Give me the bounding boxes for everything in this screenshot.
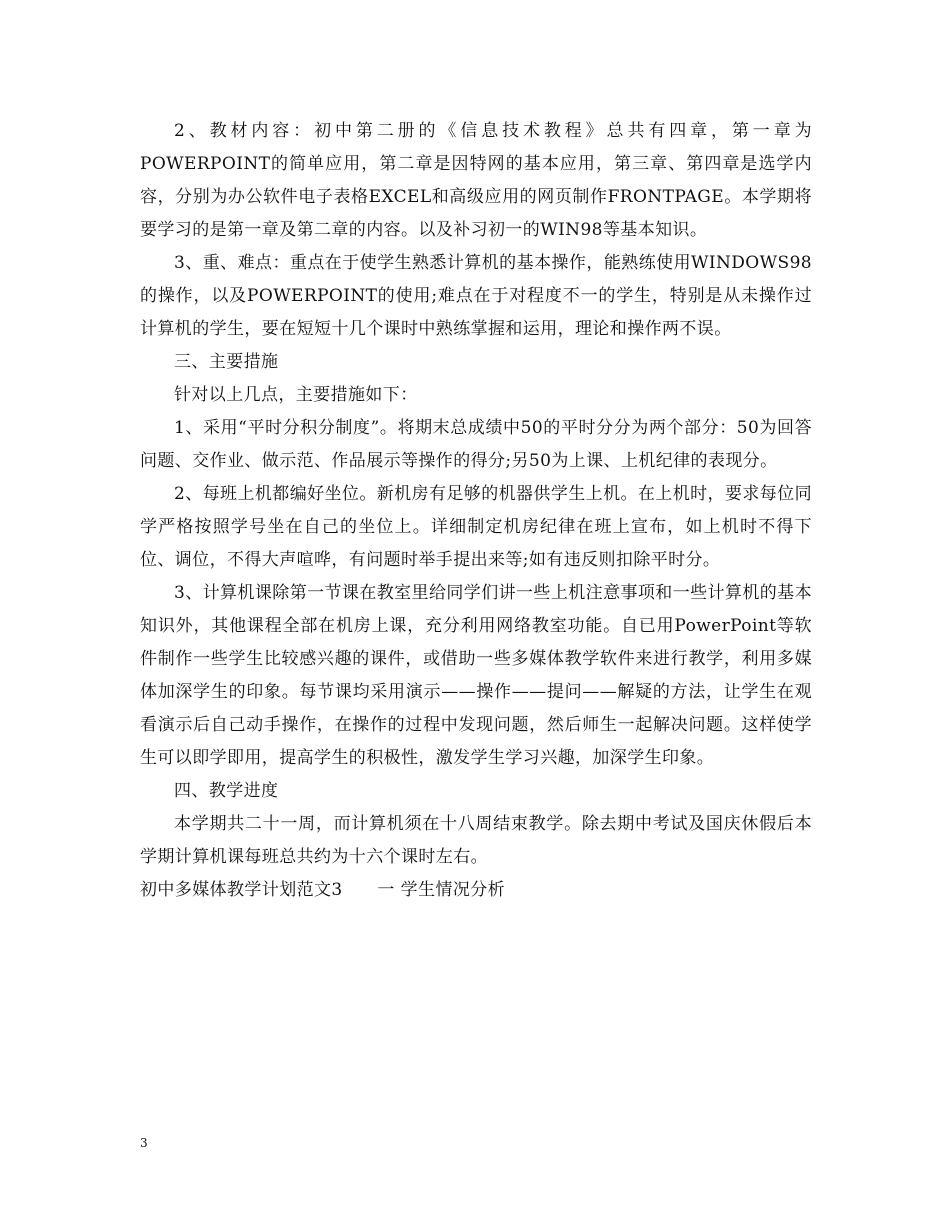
paragraph-measures-intro: 针对以上几点，主要措施如下： (174, 385, 418, 405)
paragraph-textbook-content: 2、教材内容：初中第二册的《信息技术教程》总共有四章，第一章为POWERPOINT的简单应用，第二章是因特网的基本应用，第三章、第四章是选学内容，分别为办公软件电子表格EXCEL和高级应用的网页制作FRONTPAGE。本学期将要学习的是第一章及第二章的内容。以及补习初一的WIN98等基本知识。 (140, 121, 812, 240)
paragraph-teaching-progress: 本学期共二十一周，而计算机须在十八周结束教学。除去期中考试及国庆休假后本学期计算机课每班总共约为十六个课时左右。 (140, 814, 812, 867)
section-title-line: 初中多媒体教学计划范文3 一 学生情况分析 (140, 880, 506, 900)
heading-teaching-progress: 四、教学进度 (174, 781, 279, 801)
heading-main-measures: 三、主要措施 (174, 352, 279, 372)
paragraph-measure-1: 1、采用“平时分积分制度”。将期末总成绩中50的平时分分为两个部分：50为回答问题、交作业、做示范、作品展示等操作的得分;另50为上课、上机纪律的表现分。 (140, 418, 812, 471)
paragraph-key-difficulties: 3、重、难点：重点在于使学生熟悉计算机的基本操作，能熟练使用WINDOWS98的操作，以及POWERPOINT的使用;难点在于对程度不一的学生，特别是从未操作过计算机的学生，要在短短十几个课时中熟练掌握和运用，理论和操作两不误。 (140, 253, 812, 339)
paragraph-measure-2: 2、每班上机都编好坐位。新机房有足够的机器供学生上机。在上机时，要求每位同学严格按照学号坐在自己的坐位上。详细制定机房纪律在班上宣布，如上机时不得下位、调位，不得大声喧哗，有问题时举手提出来等;如有违反则扣除平时分。 (140, 484, 812, 570)
page-number: 3 (140, 1136, 148, 1150)
document-body (140, 115, 812, 907)
paragraph-measure-3: 3、计算机课除第一节课在教室里给同学们讲一些上机注意事项和一些计算机的基本知识外，其他课程全部在机房上课，充分利用网络教室功能。自已用PowerPoint等软件制作一些学生比较感兴趣的课件，或借助一些多媒体教学软件来进行教学，利用多媒体加深学生的印象。每节课均采用演示——操作——提问——解疑的方法，让学生在观看演示后自己动手操作，在操作的过程中发现问题，然后师生一起解决问题。这样使学生可以即学即用，提高学生的积极性，激发学生学习兴趣，加深学生印象。 (140, 583, 812, 768)
